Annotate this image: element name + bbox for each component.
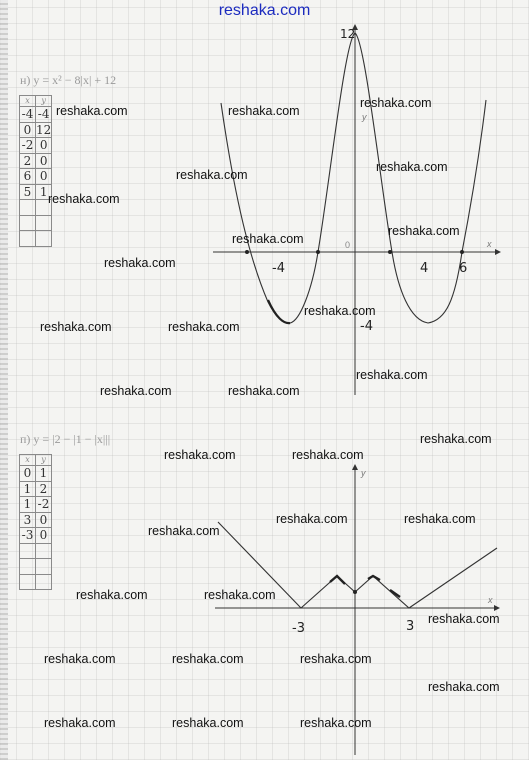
table-cell: 0 — [36, 169, 52, 185]
watermark: reshaka.com — [276, 512, 348, 526]
parabola-curve — [221, 33, 486, 323]
table-cell: 1 — [36, 466, 52, 482]
y-axis-letter: y — [362, 112, 367, 122]
watermark: reshaka.com — [40, 320, 112, 334]
table-cell: 12 — [36, 122, 52, 137]
table-cell: -2 — [20, 138, 36, 154]
watermark: reshaka.com — [48, 192, 120, 206]
watermark: reshaka.com — [104, 256, 176, 270]
watermark: reshaka.com — [428, 612, 500, 626]
problem-n-label: н) y = x² − 8|x| + 12 — [20, 73, 117, 87]
table-header-x: x — [20, 455, 36, 466]
watermark: reshaka.com — [356, 368, 428, 382]
table-cell: 0 — [36, 138, 52, 154]
watermark: reshaka.com — [376, 160, 448, 174]
problem-p-label: п) y = |2 − |1 − |x||| — [20, 432, 111, 446]
intersection-point — [245, 250, 249, 254]
watermark: reshaka.com — [44, 716, 116, 730]
site-header-watermark: reshaka.com — [218, 2, 311, 19]
curve-emphasis — [330, 576, 400, 597]
table-cell: 1 — [20, 481, 36, 497]
tick-label-4: 4 — [420, 261, 429, 276]
tick-label-y-neg4: -4 — [360, 319, 373, 334]
table-cell: 5 — [20, 184, 36, 200]
y-axis-letter: y — [361, 468, 366, 478]
watermark: reshaka.com — [172, 652, 244, 666]
tick-label-neg4: -4 — [272, 261, 285, 276]
watermark: reshaka.com — [204, 588, 276, 602]
table-cell: -4 — [36, 107, 52, 123]
table-cell: 3 — [20, 512, 36, 528]
table-cell: 1 — [20, 497, 36, 513]
watermark: reshaka.com — [300, 652, 372, 666]
table-cell: 1 — [36, 184, 52, 200]
watermark: reshaka.com — [428, 680, 500, 694]
watermark: reshaka.com — [100, 384, 172, 398]
table-cell: 0 — [36, 512, 52, 528]
watermark: reshaka.com — [420, 432, 492, 446]
tick-label-6: 6 — [459, 261, 468, 276]
table-header-x: x — [20, 96, 36, 107]
table-header-y: y — [36, 96, 52, 107]
intersection-point — [460, 250, 464, 254]
intersection-point — [316, 250, 320, 254]
x-axis-arrow-icon — [495, 249, 501, 255]
watermark: reshaka.com — [176, 168, 248, 182]
watermark: reshaka.com — [76, 588, 148, 602]
tick-label-12: 12 — [340, 27, 356, 41]
watermark: reshaka.com — [168, 320, 240, 334]
x-axis-letter: x — [487, 239, 492, 249]
watermark: reshaka.com — [292, 448, 364, 462]
table-cell: 2 — [36, 481, 52, 497]
table-cell: 0 — [20, 466, 36, 482]
table-cell: -4 — [20, 107, 36, 123]
graph-p — [215, 464, 500, 755]
y-axis-arrow-icon — [352, 464, 358, 470]
watermark: reshaka.com — [300, 716, 372, 730]
tick-label-neg3: -3 — [292, 621, 305, 636]
table-cell: -3 — [20, 528, 36, 544]
watermark: reshaka.com — [360, 96, 432, 110]
table-cell: 0 — [36, 153, 52, 169]
watermark: reshaka.com — [44, 652, 116, 666]
watermark: reshaka.com — [172, 716, 244, 730]
graph-n — [213, 24, 501, 395]
watermark: reshaka.com — [164, 448, 236, 462]
intersection-point — [388, 250, 392, 254]
table-cell: 2 — [20, 153, 36, 169]
table-cell: 6 — [20, 169, 36, 185]
watermark: reshaka.com — [56, 104, 128, 118]
watermark: reshaka.com — [404, 512, 476, 526]
tick-label-3: 3 — [406, 619, 415, 634]
point — [353, 590, 357, 594]
watermark: reshaka.com — [304, 304, 376, 318]
x-axis-letter: x — [488, 595, 493, 605]
table-cell: 0 — [36, 528, 52, 544]
table-cell: -2 — [36, 497, 52, 513]
watermark: reshaka.com — [388, 224, 460, 238]
watermark: reshaka.com — [228, 384, 300, 398]
watermark: reshaka.com — [232, 232, 304, 246]
table-header-y: y — [36, 455, 52, 466]
watermark: reshaka.com — [228, 104, 300, 118]
origin-label: 0 — [345, 240, 351, 250]
table-cell: 0 — [20, 122, 36, 138]
x-axis-arrow-icon — [494, 605, 500, 611]
curve-emphasis — [268, 300, 290, 323]
watermark: reshaka.com — [148, 524, 220, 538]
